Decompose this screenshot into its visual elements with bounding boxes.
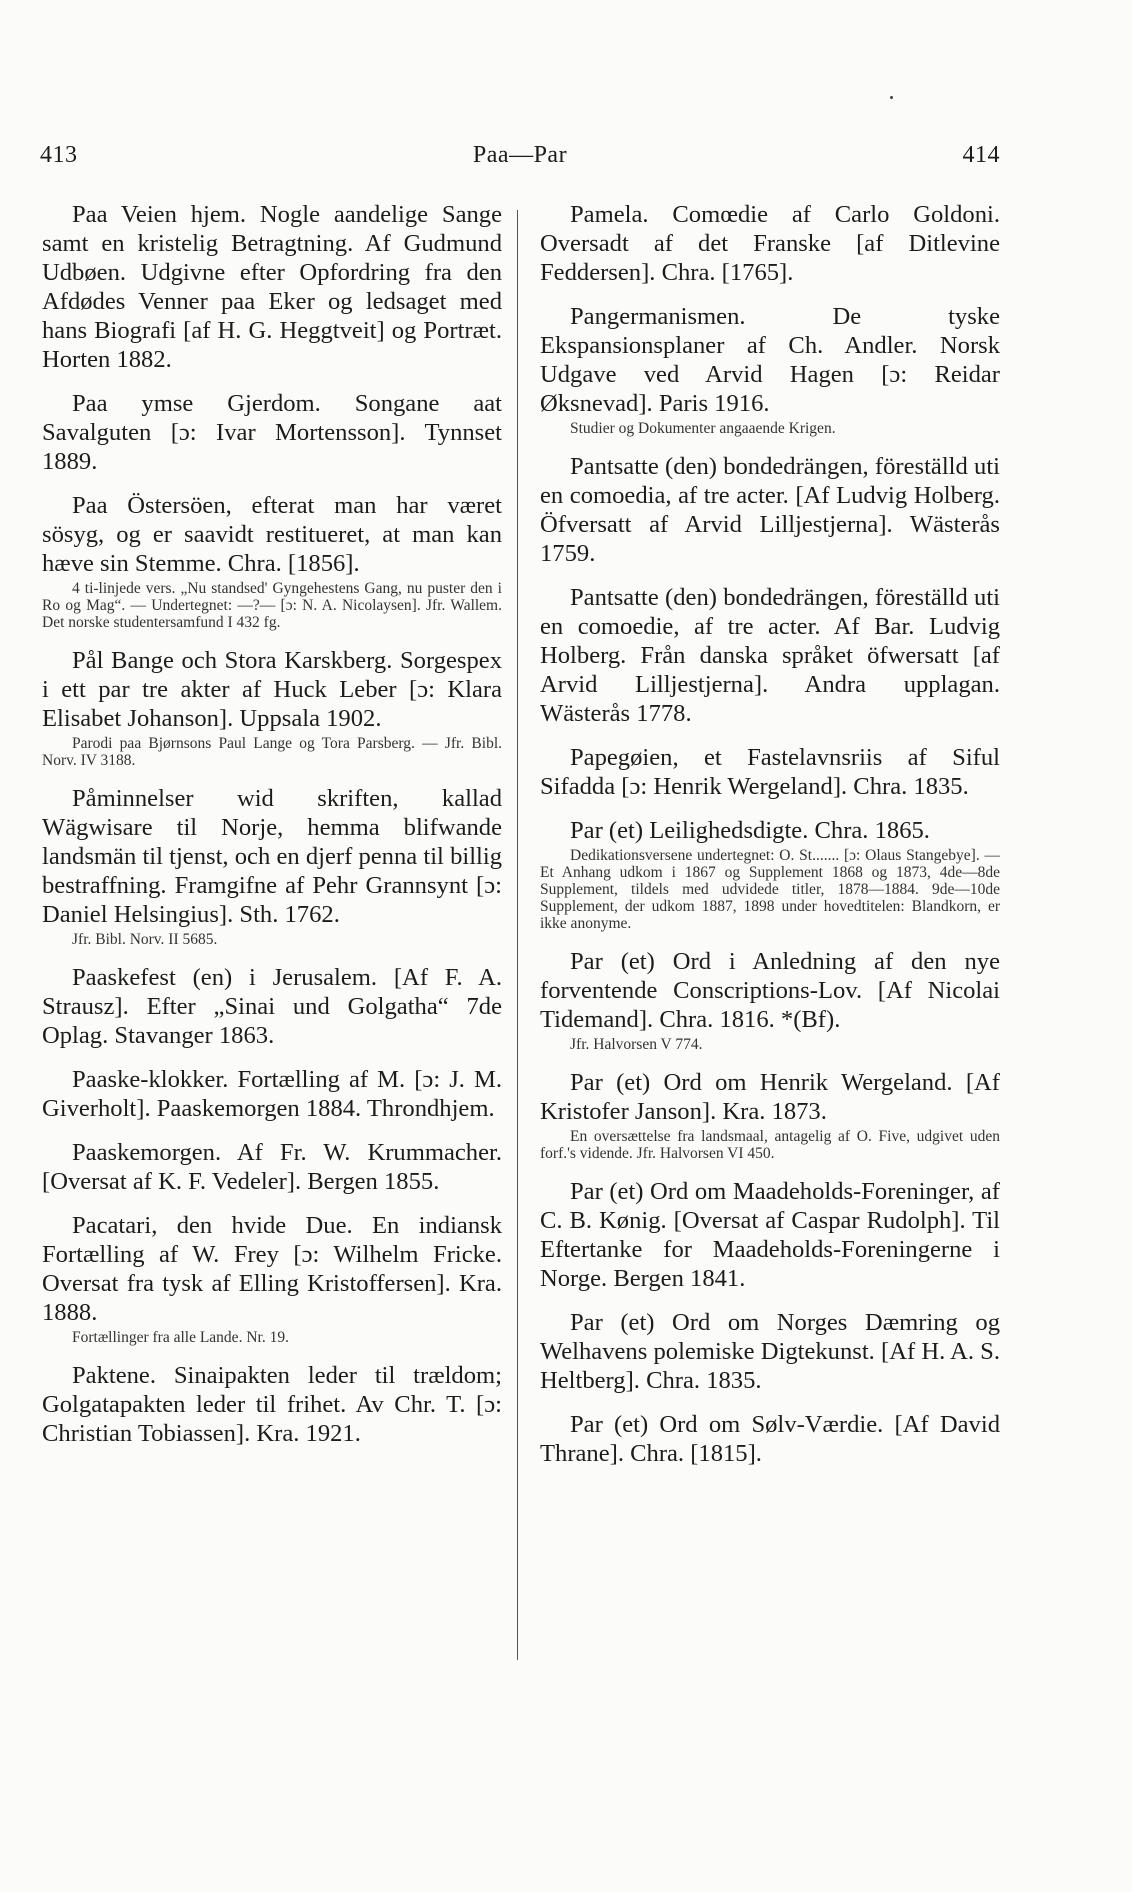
- catalog-entry: [540, 1308, 1000, 1395]
- speck-mark: [890, 96, 893, 99]
- entry-text: Pamela. Comœdie af Carlo Goldoni. Oversadt af det Franske [af Ditlevine Feddersen]. Chra. [1765].: [540, 201, 1000, 286]
- entry-text: Pål Bange och Stora Karskberg. Sorgespex i ett par tre akter af Huck Leber [ɔ: Klara Elisabet Johanson]. Uppsala 1902.: [42, 647, 502, 732]
- catalog-entry: [42, 646, 502, 769]
- entry-text: Pantsatte (den) bondedrängen, föreställd uti en comoedie, af tre acter. Af Bar. Ludvig Holberg. Från danska språket öfwersatt [af Arvid Lilljestjerna]. Andra upplagan. Wästerås 1778.: [540, 584, 1000, 727]
- catalog-entry: [42, 1138, 502, 1196]
- catalog-entry: [42, 963, 502, 1050]
- catalog-entry: [540, 583, 1000, 728]
- page-header: [40, 142, 1000, 178]
- catalog-entry: [540, 302, 1000, 437]
- entry-text: Par (et) Ord om Sølv-Værdie. [Af David Thrane]. Chra. [1815].: [540, 1411, 1000, 1467]
- entry-note: Jfr. Bibl. Norv. II 5685.: [72, 931, 218, 948]
- catalog-entry: [42, 1211, 502, 1346]
- catalog-entry: [540, 947, 1000, 1053]
- entry-note: Studier og Dokumenter angaaende Krigen.: [570, 420, 836, 437]
- entry-note: 4 ti-linjede vers. „Nu standsed' Gyngehestens Gang, nu puster den i Ro og Mag“. — Undertegnet: —?— [ɔ: N. A. Nicolaysen]. Jfr. Wallem. Det norske studentersamfund I 432 fg.: [42, 580, 502, 631]
- catalog-entry: [540, 1177, 1000, 1293]
- catalog-entry: [540, 816, 1000, 932]
- entry-text: Paaske-klokker. Fortælling af M. [ɔ: J. M. Giverholt]. Paaskemorgen 1884. Throndhjem.: [42, 1066, 502, 1122]
- catalog-entry: [540, 200, 1000, 287]
- catalog-entry: [540, 743, 1000, 801]
- entry-text: Paaskemorgen. Af Fr. W. Krummacher. [Oversat af K. F. Vedeler]. Bergen 1855.: [42, 1139, 502, 1195]
- catalog-entry: [42, 1065, 502, 1123]
- entry-text: Paa ymse Gjerdom. Songane aat Savalguten [ɔ: Ivar Mortensson]. Tynnset 1889.: [42, 390, 502, 475]
- catalog-entry: [42, 784, 502, 948]
- entry-text: Papegøien, et Fastelavnsriis af Siful Sifadda [ɔ: Henrik Wergeland]. Chra. 1835.: [540, 744, 1000, 800]
- column-divider: [517, 210, 518, 1660]
- entry-text: Pantsatte (den) bondedrängen, föreställd uti en comoedia, af tre acter. [Af Ludvig Holberg. Öfversatt af Arvid Lilljestjerna]. Wästerås 1759.: [540, 453, 1000, 567]
- entry-text: Par (et) Ord om Norges Dæmring og Welhavens polemiske Digtekunst. [Af H. A. S. Heltberg]. Chra. 1835.: [540, 1309, 1000, 1394]
- entry-text: Par (et) Ord i Anledning af den nye forventende Conscriptions-Lov. [Af Nicolai Tidemand]. Chra. 1816. *(Bf).: [540, 948, 1000, 1033]
- entry-note: Dedikationsversene undertegnet: O. St....... [ɔ: Olaus Stangebye]. — Et Anhang udkom i 1867 og Supplement 1868 og 1873, 4de—8de Supplement, tildels med udvidede titler, 1878—1884. 9de—10de Supplement, der udkom 1887, 1898 under hovedtitelen: Blandkorn, er ikke anonyme.: [540, 847, 1000, 932]
- catalog-entry: [540, 1410, 1000, 1468]
- entry-text: Paa Veien hjem. Nogle aandelige Sange samt en kristelig Betragtning. Af Gudmund Udbøen. Udgivne efter Opfordring fra den Afdødes Venner paa Eker og ledsaget med hans Biografi [af H. G. Heggtveit] og Portræt. Horten 1882.: [42, 201, 502, 373]
- catalog-entry: [540, 1068, 1000, 1162]
- right-column: [540, 200, 1000, 1483]
- entry-note: Parodi paa Bjørnsons Paul Lange og Tora Parsberg. — Jfr. Bibl. Norv. IV 3188.: [42, 735, 502, 769]
- right-page-number: 414: [962, 142, 1000, 168]
- entry-text: Par (et) Ord om Maadeholds-Foreninger, af C. B. Kønig. [Oversat af Caspar Rudolph]. Til Eftertanke for Maadeholds-Foreningerne i Norge. Bergen 1841.: [540, 1178, 1000, 1292]
- catalog-entry: [42, 389, 502, 476]
- entry-text: Paktene. Sinaipakten leder til trældom; Golgatapakten leder til frihet. Av Chr. T. [ɔ: Christian Tobiassen]. Kra. 1921.: [42, 1362, 502, 1447]
- catalog-entry: [42, 491, 502, 631]
- entry-text: Påminnelser wid skriften, kallad Wägwisare til Norje, hemma blifwande landsmän til tjenst, och en djerf penna til billig bestraffning. Framgifne af Pehr Grannsynt [ɔ: Daniel Helsingius]. Sth. 1762.: [42, 785, 502, 928]
- entry-note: Fortællinger fra alle Lande. Nr. 19.: [72, 1329, 289, 1346]
- entry-text: Pacatari, den hvide Due. En indiansk Fortælling af W. Frey [ɔ: Wilhelm Fricke. Oversat fra tysk af Elling Kristoffersen]. Kra. 1888.: [42, 1212, 502, 1326]
- catalog-entry: [42, 1361, 502, 1448]
- left-page-number: 413: [40, 142, 78, 168]
- entry-note: En oversættelse fra landsmaal, antagelig af O. Five, udgivet uden forf.'s vidende. Jfr. Halvorsen VI 450.: [540, 1128, 1000, 1162]
- catalog-entry: [42, 200, 502, 374]
- entry-text: Par (et) Leilighedsdigte. Chra. 1865.: [570, 817, 930, 844]
- entry-text: Par (et) Ord om Henrik Wergeland. [Af Kristofer Janson]. Kra. 1873.: [540, 1069, 1000, 1125]
- entry-note: Jfr. Halvorsen V 774.: [570, 1036, 703, 1053]
- running-title: Paa—Par: [472, 142, 568, 168]
- entry-text: Paaskefest (en) i Jerusalem. [Af F. A. Strausz]. Efter „Sinai und Golgatha“ 7de Oplag. Stavanger 1863.: [42, 964, 502, 1049]
- left-column: [42, 200, 502, 1463]
- catalog-entry: [540, 452, 1000, 568]
- entry-text: Paa Östersöen, efterat man har været sösyg, og er saavidt restitueret, at man kan hæve sin Stemme. Chra. [1856].: [42, 492, 502, 577]
- entry-text: Pangermanismen. De tyske Ekspansionsplaner af Ch. Andler. Norsk Udgave ved Arvid Hagen [ɔ: Reidar Øksnevad]. Paris 1916.: [540, 303, 1000, 417]
